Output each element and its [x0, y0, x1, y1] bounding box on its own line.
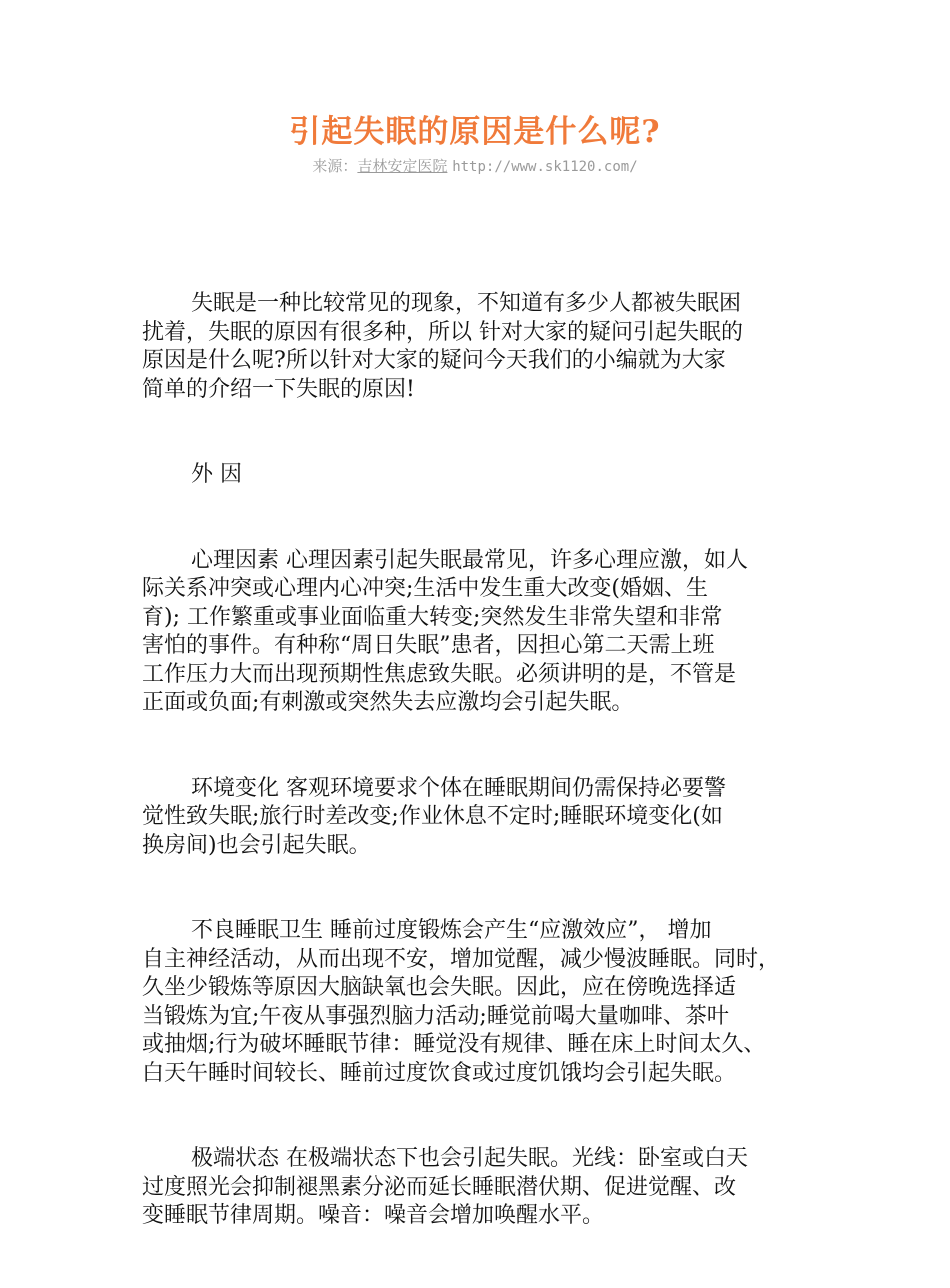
paragraph-intro — [142, 290, 827, 404]
paragraph-psychological-factors — [142, 547, 827, 718]
paragraph-extreme-state — [142, 1145, 827, 1231]
text-line: 外 因 — [191, 462, 242, 487]
text-line: 失眠是一种比较常见的现象，不知道有多少人都被失眠困 — [191, 291, 742, 316]
text-line: 换房间)也会引起失眠。 — [142, 832, 371, 858]
paragraph-poor-sleep-hygiene — [142, 917, 827, 1088]
text-line: 当锻炼为宜;午夜从事强烈脑力活动;睡觉前喝大量咖啡、茶叶 — [142, 1003, 729, 1029]
text-line: 久坐少锻炼等原因大脑缺氧也会失眠。因此，应在傍晚选择适 — [142, 975, 737, 1000]
text-line: 白天午睡时间较长、睡前过度饮食或过度饥饿均会引起失眠。 — [142, 1060, 737, 1086]
text-line: 原因是什么呢?所以针对大家的疑问今天我们的小编就为大家 — [142, 348, 726, 373]
text-line: 或抽烟;行为破坏睡眠节律：睡觉没有规律、睡在床上时间太久、 — [142, 1032, 766, 1057]
source-line — [0, 156, 950, 177]
source-link[interactable]: 吉林安定医院 — [357, 157, 448, 175]
article-body — [142, 290, 827, 1288]
source-url: http://www.sk1120.com/ — [452, 159, 638, 175]
text-line: 心理因素 心理因素引起失眠最常见，许多心理应激，如人 — [191, 547, 748, 573]
text-line: 环境变化 客观环境要求个体在睡眠期间仍需保持必要警 — [191, 775, 726, 801]
text-line: 工作压力大而出现预期性焦虑致失眠。必须讲明的是，不管是 — [142, 661, 737, 687]
text-line: 正面或负面;有刺激或突然失去应激均会引起失眠。 — [142, 690, 634, 715]
text-line: 育); 工作繁重或事业面临重大转变;突然发生非常失望和非常 — [142, 604, 723, 630]
text-line: 自主神经活动，从而出现不安，增加觉醒，减少慢波睡眠。同时， — [142, 946, 781, 972]
text-line: 觉性致失眠;旅行时差改变;作业休息不定时;睡眠环境变化(如 — [142, 804, 723, 829]
text-line: 际关系冲突或心理内心冲突;生活中发生重大改变(婚姻、生 — [142, 576, 708, 601]
text-line: 不良睡眠卫生 睡前过度锻炼会产生“应激效应”， 增加 — [191, 918, 712, 943]
text-line: 害怕的事件。有种称“周日失眠”患者，因担心第二天需上班 — [142, 633, 715, 658]
section-heading-external-causes — [142, 461, 827, 490]
text-line: 变睡眠节律周期。噪音：噪音会增加唤醒水平。 — [142, 1203, 605, 1228]
text-line: 简单的介绍一下失眠的原因! — [142, 376, 415, 402]
text-line: 扰着，失眠的原因有很多种，所以 针对大家的疑问引起失眠的 — [142, 319, 743, 345]
page-title: 引起失眠的原因是什么呢? — [289, 114, 661, 150]
source-prefix: 来源： — [312, 157, 358, 175]
text-line: 极端状态 在极端状态下也会引起失眠。光线：卧室或白天 — [191, 1146, 748, 1171]
text-line: 过度照光会抑制褪黑素分泌而延长睡眠潜伏期、促进觉醒、改 — [142, 1174, 737, 1200]
paragraph-environment-change — [142, 775, 827, 861]
